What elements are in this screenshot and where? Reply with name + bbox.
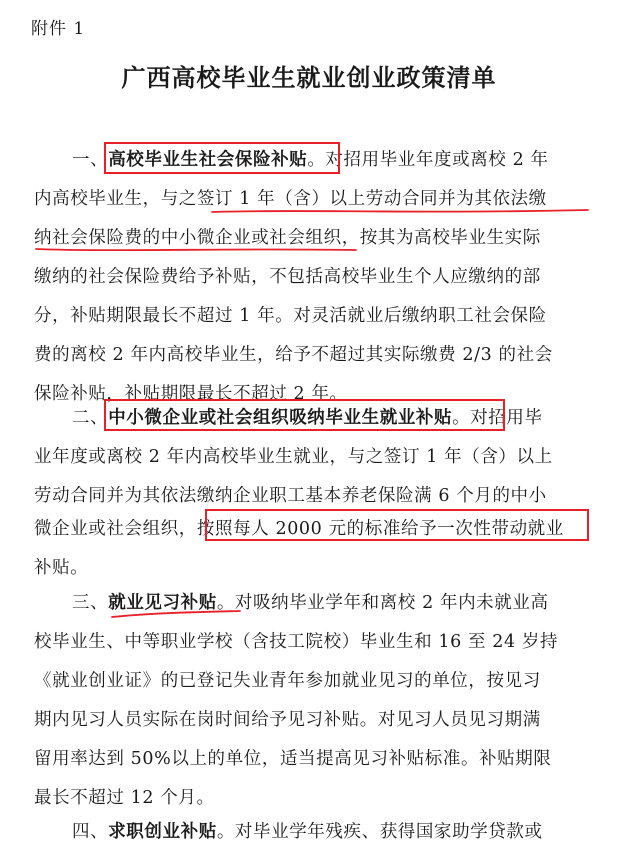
section-4-first-line (72, 818, 543, 843)
section-3-heading: 就业见习补贴 (108, 593, 217, 613)
section-3-line: 校毕业生、中等职业学校（含技工院校）毕业生和 16 至 24 岁持 (34, 632, 559, 652)
section-2-line-1: 。对招用毕 (452, 408, 543, 428)
section-3-number: 三、 (72, 593, 109, 613)
section-2-line: 业年度或离校 2 年内高校毕业生就业，与之签订 1 年（含）以上 (34, 447, 553, 467)
section-3-first-line (72, 589, 549, 614)
section-4-line-1: 。对毕业学年残疾、获得国家助学贷款或 (216, 822, 543, 842)
section-2-first-line (72, 404, 543, 429)
section-1-line: 纳社会保险费的中小微企业或社会组织，按其为高校毕业生实际 (34, 228, 541, 248)
section-2-highlight: 按照每人 2000 元的标准给予一次性带动就业 (196, 519, 564, 539)
section-1-number: 一、 (72, 150, 109, 170)
section-3-line: 最长不超过 12 个月。 (34, 788, 215, 808)
section-1-line: 费的离校 2 年内高校毕业生，给予不超过其实际缴费 2/3 的社会 (34, 345, 553, 365)
section-3-line: 期内见习人员实际在岗时间给予见习补贴。对见习人员见习期满 (34, 710, 541, 730)
section-2-number: 二、 (72, 408, 109, 428)
section-1-line: 缴纳的社会保险费给予补贴，不包括高校毕业生个人应缴纳的部 (34, 267, 541, 287)
attachment-label: 附件 1 (31, 19, 86, 39)
section-2-line-4 (34, 515, 564, 540)
section-3-line-1: 。对吸纳毕业学年和离校 2 年内未就业高 (216, 593, 549, 613)
section-1-line-1: 。对招用毕业年度或离校 2 年 (307, 150, 549, 170)
section-2-line-4-start: 微企业或社会组织， (34, 519, 197, 539)
section-3-line: 《就业创业证》的已登记失业青年参加就业见习的单位，按见习 (34, 671, 541, 691)
section-1-heading: 高校毕业生社会保险补贴 (108, 150, 308, 170)
section-1-line: 分，补贴期限最长不超过 1 年。对灵活就业后缴纳职工社会保险 (34, 306, 547, 326)
section-2-line: 劳动合同并为其依法缴纳企业职工基本养老保险满 6 个月的中小 (34, 486, 547, 506)
section-1-first-line (72, 146, 549, 171)
section-3-line: 留用率达到 50%以上的单位，适当提高见习补贴标准。补贴期限 (34, 749, 552, 769)
section-4-heading: 求职创业补贴 (108, 822, 217, 842)
document-title: 广西高校毕业生就业创业政策清单 (121, 63, 497, 92)
section-4-number: 四、 (72, 822, 109, 842)
section-2-heading: 中小微企业或社会组织吸纳毕业生就业补贴 (108, 408, 453, 428)
section-1-line: 保险补贴，补贴期限最长不超过 2 年。 (34, 384, 348, 404)
section-1-line: 内高校毕业生，与之签订 1 年（含）以上劳动合同并为其依法缴 (34, 189, 547, 209)
section-2-line: 补贴。 (34, 558, 89, 578)
